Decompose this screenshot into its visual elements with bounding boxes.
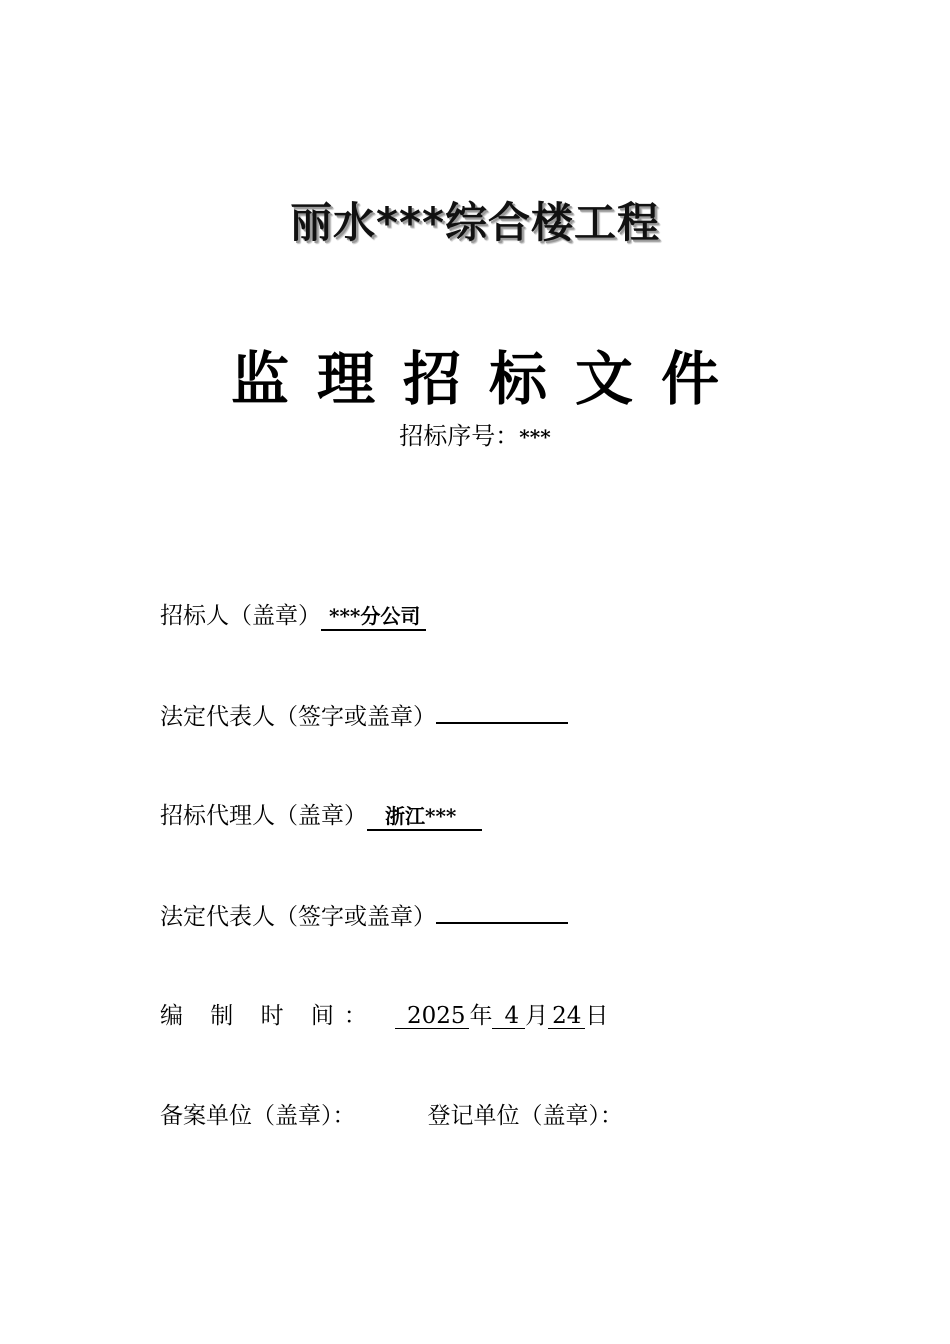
- document-title: 监理招标文件: [230, 345, 747, 413]
- legal-rep-label-1: 法定代表人（签字或盖章）: [160, 704, 436, 730]
- legal-rep-row-2: [160, 900, 568, 933]
- serial-value: ***: [519, 425, 551, 449]
- compile-month: 4: [492, 1004, 525, 1029]
- filing-unit-label: 备案单位（盖章）：: [160, 1103, 356, 1129]
- serial-label: 招标序号：: [399, 422, 520, 450]
- compile-time-label: 编 制 时 间：: [160, 1003, 377, 1029]
- compile-day: 24: [548, 1004, 585, 1029]
- day-unit: 日: [585, 1003, 609, 1029]
- legal-rep-signature-blank-1: [436, 700, 568, 724]
- month-unit: 月: [525, 1003, 549, 1029]
- year-unit: 年: [469, 1003, 493, 1029]
- registration-unit-label: 登记单位（盖章）：: [427, 1103, 623, 1129]
- legal-rep-row-1: [160, 700, 568, 733]
- tenderer-row: [160, 600, 426, 632]
- project-title: 丽水***综合楼工程: [290, 198, 660, 247]
- legal-rep-label-2: 法定代表人（签字或盖章）: [160, 904, 436, 930]
- agent-label: 招标代理人（盖章）: [160, 803, 367, 829]
- serial-number-line: [0, 416, 950, 451]
- tenderer-label: 招标人（盖章）: [160, 603, 321, 629]
- compile-time-row: [160, 1000, 608, 1032]
- tenderer-value: ***分公司: [321, 603, 426, 631]
- filing-row: [160, 1100, 623, 1132]
- legal-rep-signature-blank-2: [436, 900, 568, 924]
- agent-value: 浙江***: [367, 803, 482, 831]
- agent-row: [160, 800, 482, 832]
- compile-year: 2025: [395, 1004, 470, 1029]
